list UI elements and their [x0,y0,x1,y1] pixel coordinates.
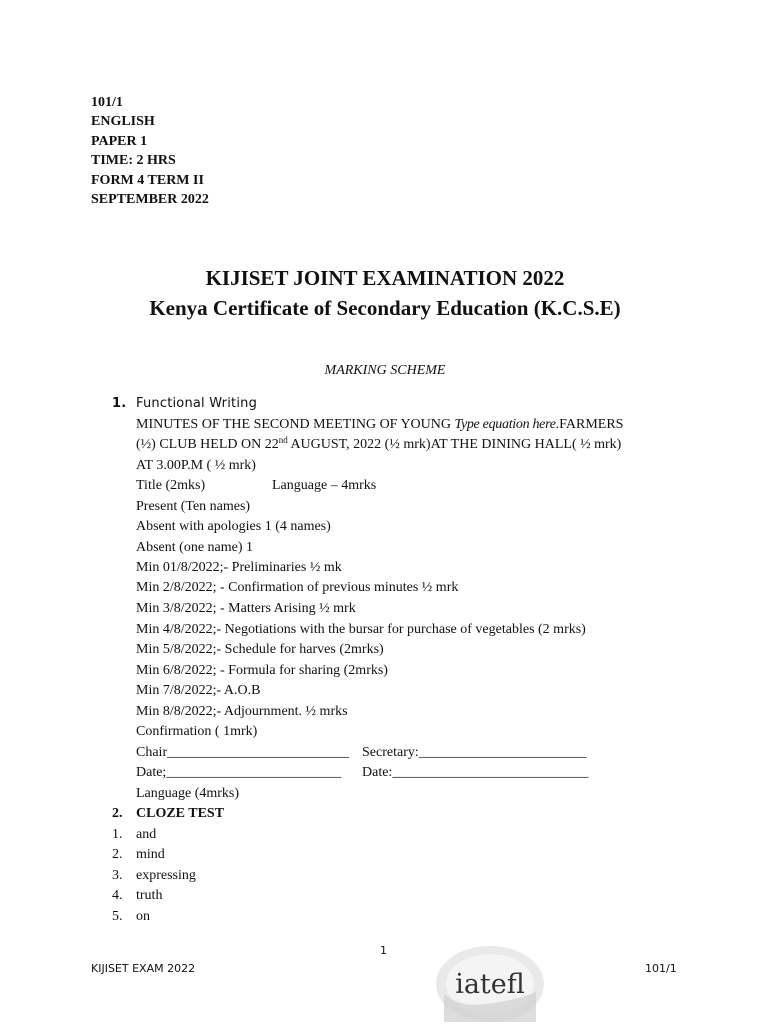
minutes-line: Min 4/8/2022;- Negotiations with the bursar for purchase of vegetables (2 mrks) [136,622,586,637]
chair-signature-line: Chair__________________________ [136,745,350,760]
header-line: 101/1 [91,95,123,110]
logo-graphic [430,944,550,1024]
minutes-line: Min 5/8/2022;- Schedule for harves (2mrks) [136,642,384,657]
minutes-line: Min 8/8/2022;- Adjournment. ½ mrks [136,704,348,719]
section-heading: Functional Writing [136,396,258,411]
header-line: FORM 4 TERM II [91,172,204,188]
minutes-line: Min 6/8/2022; - Formula for sharing (2mrks) [136,663,388,678]
language-marks: Language – 4mrks [272,478,377,493]
paper-header [91,93,209,209]
minutes-line: Min 3/8/2022; - Matters Arising ½ mrk [136,601,356,616]
answer-number: 1. [112,827,123,842]
minutes-title-part: MINUTES OF THE SECOND MEETING OF YOUNG [136,417,455,432]
section-heading: CLOZE TEST [136,806,225,821]
minutes-line: Present (Ten names) [136,499,251,514]
secretary-date-line: Date:____________________________ [362,765,589,780]
exam-subtitle: Kenya Certificate of Secondary Education (K.C.S.E) [149,296,621,320]
answer-text: expressing [136,868,196,883]
secretary-signature-line: Secretary:________________________ [362,745,587,760]
minutes-line: Absent with apologies 1 (4 names) [136,519,331,534]
page-number: 1 [380,944,387,957]
answer-number: 5. [112,909,123,924]
svg-text:iatefl: iatefl [455,969,525,1000]
header-line: TIME: 2 HRS [91,153,176,169]
club-line [136,437,621,453]
header-line: ENGLISH [91,114,155,130]
answer-text: on [136,909,150,924]
footer-right-text: 101/1 [645,962,677,975]
equation-placeholder: Type equation here [454,417,556,432]
chair-date-line: Date;_________________________ [136,765,342,780]
header-line: PAPER 1 [91,133,148,149]
minutes-title-line [136,417,623,433]
footer-left-text: KIJISET EXAM 2022 [91,962,196,975]
club-text: AUGUST, 2022 (½ mrk)AT THE DINING HALL( ½ mrk) [287,437,622,452]
club-text: (½) CLUB HELD ON 22 [136,437,279,452]
answer-text: and [136,827,157,842]
iatefl-logo [430,944,550,1024]
minutes-title-part: .FARMERS [555,417,624,432]
ordinal-suffix: nd [278,435,288,445]
section-number: 1. [112,396,127,411]
time-line: AT 3.00P.M ( ½ mrk) [136,458,256,473]
language-footer: Language (4mrks) [136,786,240,801]
answer-number: 2. [112,847,123,862]
answer-number: 4. [112,888,123,903]
exam-title: KIJISET JOINT EXAMINATION 2022 [205,266,565,290]
minutes-line: Min 2/8/2022; - Confirmation of previous minutes ½ mrk [136,580,459,595]
answer-number: 3. [112,868,123,883]
minutes-line: Absent (one name) 1 [136,540,254,555]
answer-text: mind [136,847,165,862]
title-marks: Title (2mks) [136,478,206,493]
answer-text: truth [136,888,163,903]
section-number: 2. [112,806,123,821]
minutes-line: Min 7/8/2022;- A.O.B [136,683,261,698]
marking-scheme-label: MARKING SCHEME [324,363,446,378]
minutes-line: Min 01/8/2022;- Preliminaries ½ mk [136,560,342,575]
header-line: SEPTEMBER 2022 [91,192,209,208]
minutes-line: Confirmation ( 1mrk) [136,724,258,739]
